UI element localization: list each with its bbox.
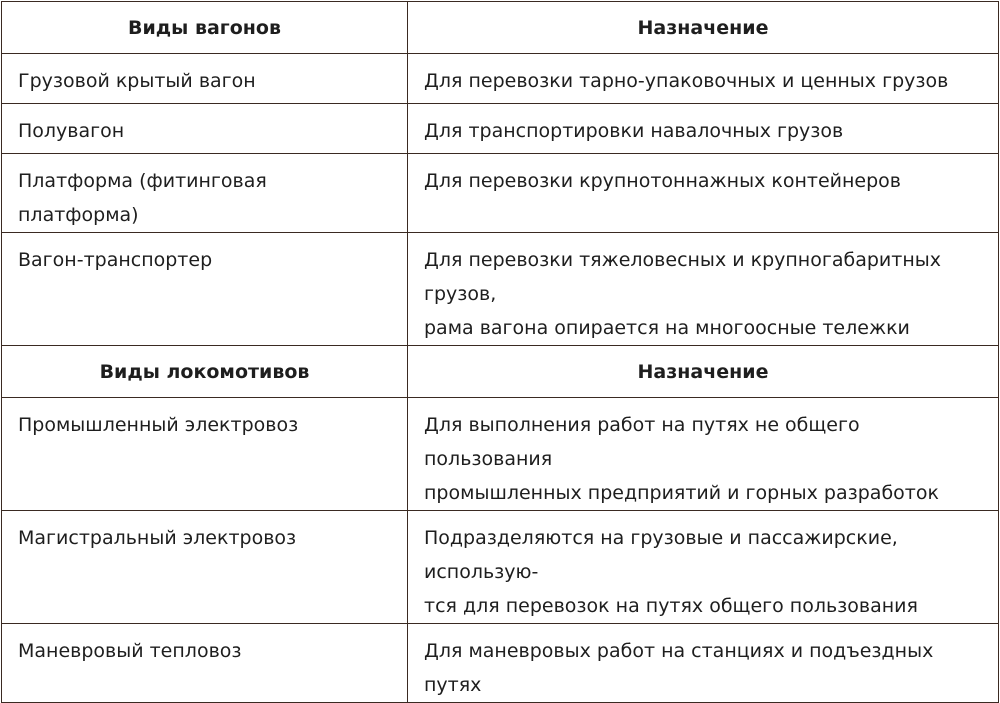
table-row bbox=[2, 154, 999, 233]
table-row bbox=[2, 511, 999, 624]
purpose-line: тся для перевозок на путях общего пользования bbox=[424, 595, 918, 617]
wagons-header-row bbox=[2, 2, 999, 54]
purpose-line: Для перевозки крупнотоннажных контейнеров bbox=[424, 170, 901, 192]
purpose-line: Для перевозки тяжеловесных и крупногабаритных грузов, bbox=[424, 249, 941, 305]
wagon-purpose-cell bbox=[408, 233, 999, 346]
wagon-purpose-cell bbox=[408, 54, 999, 104]
wagon-purpose-cell bbox=[408, 104, 999, 154]
purpose-line: рама вагона опирается на многоосные тележки bbox=[424, 317, 910, 339]
vehicle-types-table bbox=[1, 1, 999, 703]
locomotives-purpose-header: Назначение bbox=[408, 346, 999, 398]
locomotive-type-cell: Магистральный электровоз bbox=[2, 511, 408, 624]
wagons-type-header: Виды вагонов bbox=[2, 2, 408, 54]
locomotives-header-row bbox=[2, 346, 999, 398]
wagon-type-cell: Полувагон bbox=[2, 104, 408, 154]
table-row bbox=[2, 624, 999, 703]
locomotive-type-cell: Промышленный электровоз bbox=[2, 398, 408, 511]
purpose-line: Для маневровых работ на станциях и подъездных путях bbox=[424, 640, 934, 696]
table-row bbox=[2, 104, 999, 154]
purpose-line: Для перевозки тарно-упаковочных и ценных грузов bbox=[424, 70, 949, 92]
wagon-type-cell: Грузовой крытый вагон bbox=[2, 54, 408, 104]
table-row bbox=[2, 398, 999, 511]
purpose-line: Для выполнения работ на путях не общего пользования bbox=[424, 414, 860, 470]
locomotive-purpose-cell bbox=[408, 398, 999, 511]
locomotive-type-cell: Маневровый тепловоз bbox=[2, 624, 408, 703]
purpose-line: Для транспортировки навалочных грузов bbox=[424, 120, 844, 142]
wagon-type-cell: Вагон-транспортер bbox=[2, 233, 408, 346]
table-row bbox=[2, 54, 999, 104]
locomotive-purpose-cell bbox=[408, 511, 999, 624]
wagons-purpose-header: Назначение bbox=[408, 2, 999, 54]
table-row bbox=[2, 233, 999, 346]
wagon-type-cell: Платформа (фитинговая платформа) bbox=[2, 154, 408, 233]
purpose-line: Подразделяются на грузовые и пассажирские, использую- bbox=[424, 527, 898, 583]
wagon-purpose-cell bbox=[408, 154, 999, 233]
purpose-line: промышленных предприятий и горных разработок bbox=[424, 482, 939, 504]
locomotive-purpose-cell bbox=[408, 624, 999, 703]
locomotives-type-header: Виды локомотивов bbox=[2, 346, 408, 398]
